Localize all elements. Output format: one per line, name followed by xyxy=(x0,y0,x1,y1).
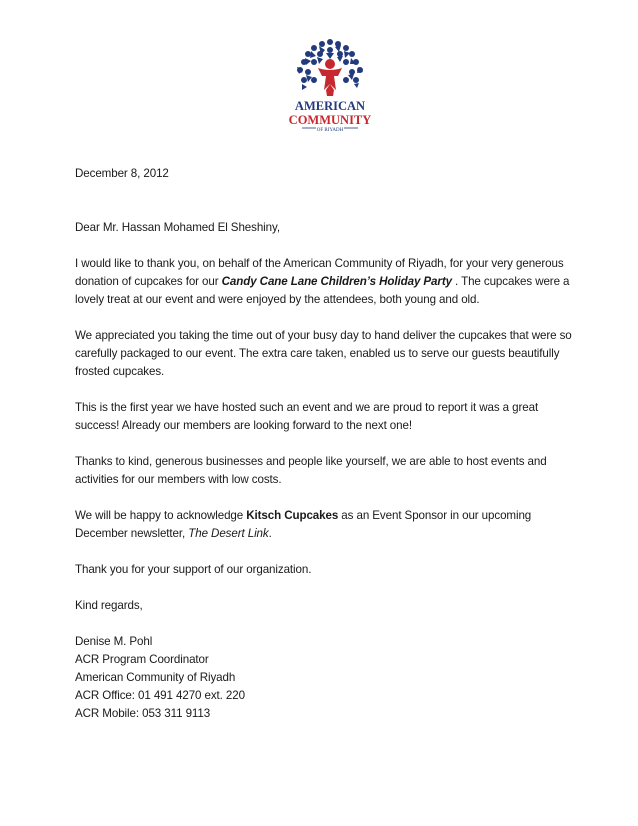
closing: Kind regards, xyxy=(75,599,143,612)
signature-name: Denise M. Pohl xyxy=(75,635,153,648)
signature-office: ACR Office: 01 491 4270 ext. 220 xyxy=(75,689,245,702)
signature-mobile: ACR Mobile: 053 311 9113 xyxy=(75,707,211,720)
svg-text:AMERICAN: AMERICAN xyxy=(294,99,366,113)
letter-body xyxy=(75,165,575,723)
signature-org: American Community of Riyadh xyxy=(75,671,236,684)
event-name: Candy Cane Lane Children’s Holiday Party xyxy=(221,275,452,288)
svg-text:COMMUNITY: COMMUNITY xyxy=(288,113,372,127)
paragraph-success: This is the first year we have hosted such an event and we are proud to report it was a great success! Already our members are looking forward to the next one! xyxy=(75,401,539,432)
svg-text:OF RIYADH: OF RIYADH xyxy=(316,128,344,133)
paragraph-support: Thank you for your support of our organization. xyxy=(75,563,312,576)
tree-logo-icon xyxy=(278,34,382,144)
paragraph-thanks: I would like to thank you, on behalf of the American Community of Riyadh, for your very generous donation of cupcakes for our Candy Cane Lane Children’s Holiday Party . The cupcakes were a lovely treat at our event and were enjoyed by the attendees, both young and old. xyxy=(75,257,570,306)
letter-date: December 8, 2012 xyxy=(75,167,169,180)
logo xyxy=(278,34,382,144)
paragraph-appreciation: We appreciated you taking the time out of your busy day to hand deliver the cupcakes that were so carefully packaged to our event. The extra care taken, enabled us to serve our guests beautifully frosted cupcakes. xyxy=(75,329,572,378)
paragraph-businesses: Thanks to kind, generous businesses and people like yourself, we are able to host events and activities for our members with low costs. xyxy=(75,455,547,486)
sponsor-name: Kitsch Cupcakes xyxy=(246,509,339,522)
signature-title: ACR Program Coordinator xyxy=(75,653,209,666)
paragraph-sponsor: We will be happy to acknowledge Kitsch Cupcakes as an Event Sponsor in our upcoming December newsletter, The Desert Link. xyxy=(75,509,532,540)
salutation: Dear Mr. Hassan Mohamed El Sheshiny, xyxy=(75,221,280,234)
newsletter-name: The Desert Link xyxy=(188,527,269,540)
